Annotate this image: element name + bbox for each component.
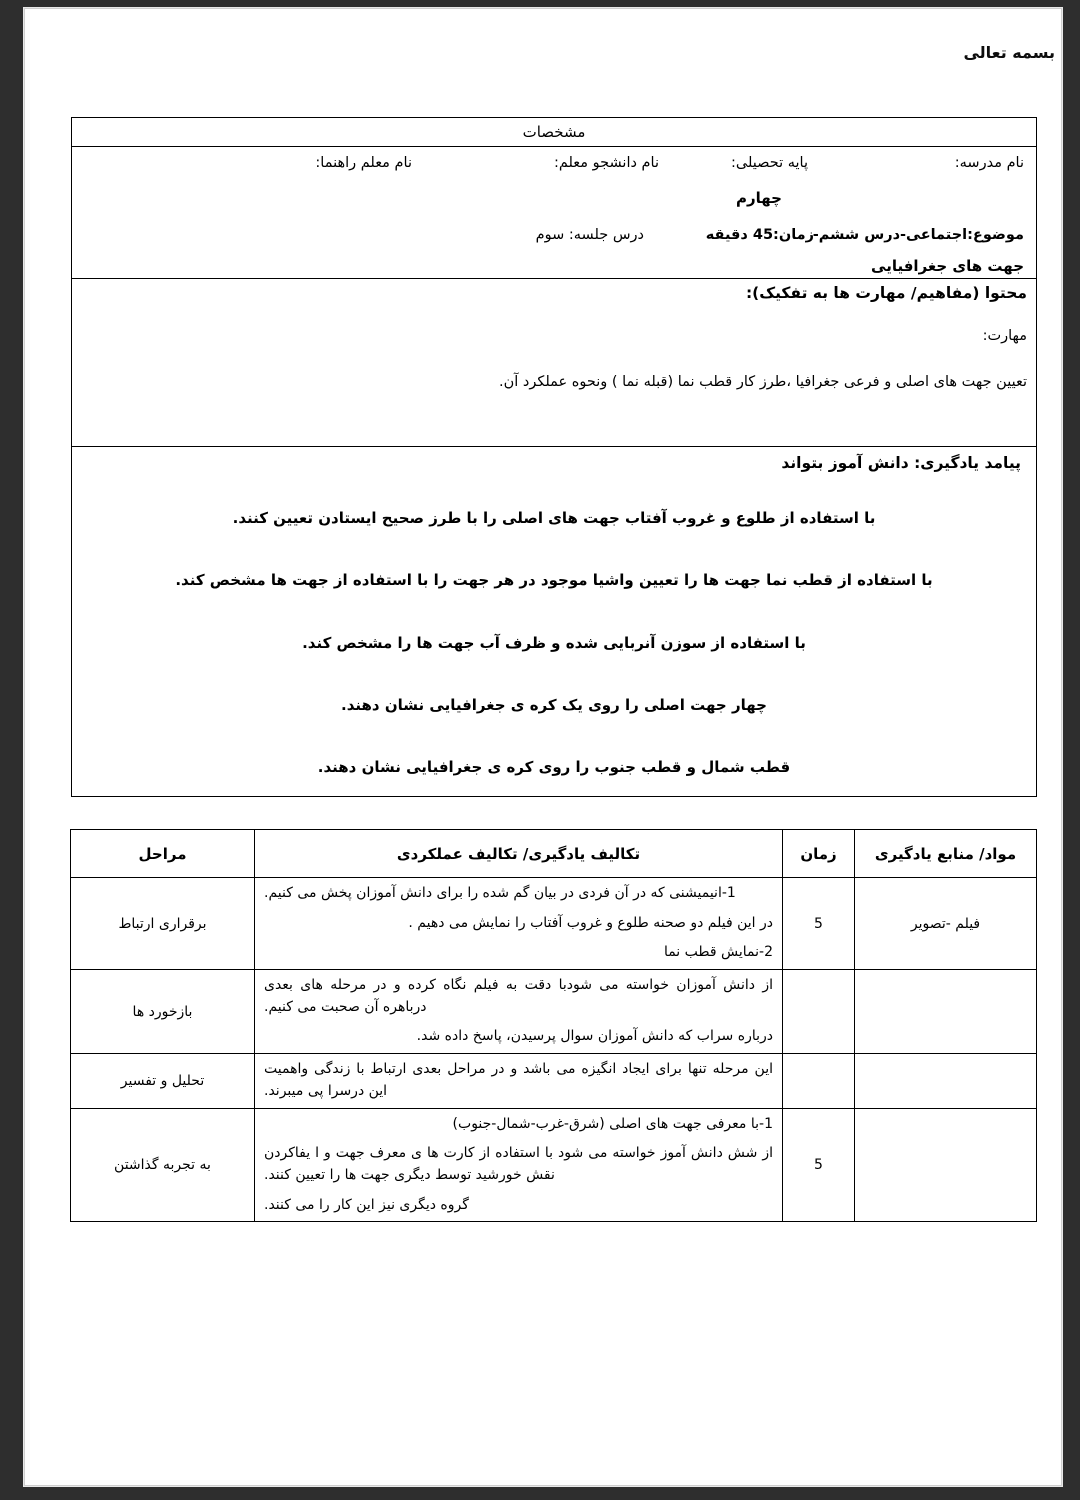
field-mentor-label: نام معلم راهنما: <box>315 155 412 171</box>
task-line: 1-با معرفی جهت های اصلی (شرق-غرب-شمال-جنوب) <box>452 1115 773 1132</box>
info-title-row <box>72 118 1037 147</box>
field-time-label: زمان:45 دقیقه <box>705 227 814 243</box>
info-table-title: مشخصات <box>72 118 1037 147</box>
table-row <box>71 1054 1037 1108</box>
cell-stage: برقراری ارتباط <box>71 878 255 970</box>
cell-tasks <box>255 970 783 1054</box>
content-cell <box>72 279 1037 447</box>
content-skill-label: مهارت: <box>982 328 1027 344</box>
table-row <box>71 970 1037 1054</box>
header-materials: مواد/ منابع یادگیری <box>855 830 1037 878</box>
cell-materials <box>855 1054 1037 1108</box>
cell-time: 5 <box>783 1108 855 1222</box>
field-session-label: درس جلسه: سوم <box>535 227 644 243</box>
cell-time <box>783 970 855 1054</box>
header-stage: مراحل <box>71 830 255 878</box>
outcomes-row <box>72 447 1037 797</box>
cell-stage: تحلیل و تفسیر <box>71 1054 255 1108</box>
field-grade-label: پایه تحصیلی: <box>731 155 808 171</box>
outcome-item: چهار جهت اصلی را روی یک کره ی جغرافیایی نشان دهند. <box>341 695 767 714</box>
outcome-item: با استفاده از طلوع و غروب آفتاب جهت های اصلی را با طرز صحیح ایستادن تعیین کنند. <box>232 509 876 527</box>
outcome-item: با استفاده از سوزن آنربایی شده و ظرف آب جهت ها را مشخص کند. <box>302 633 806 652</box>
table-row <box>71 1108 1037 1222</box>
cell-materials <box>855 1108 1037 1222</box>
field-school-label: نام مدرسه: <box>954 155 1024 171</box>
cell-materials: فیلم -تصویر <box>855 878 1037 970</box>
task-line: گروه دیگری نیز این کار را می کنند. <box>264 1196 469 1213</box>
content-skill-body: تعیین جهت های اصلی و فرعی جغرافیا ،طرز کار قطب نما (قبله نما ) ونحوه عملکرد آن. <box>498 374 1027 390</box>
cell-tasks <box>255 1108 783 1222</box>
content-row <box>72 279 1037 447</box>
field-subject-label: موضوع:اجتماعی-درس ششم- <box>812 227 1024 243</box>
outcome-item: با استفاده از قطب نما جهت ها را تعیین واشیا موجود در هر جهت را با استفاده از جهت ها مشخص کند. <box>175 571 933 590</box>
cell-materials <box>855 970 1037 1054</box>
stages-table <box>70 829 1037 1222</box>
bismillah-header: بسمه تعالی <box>963 43 1055 62</box>
table-row <box>71 878 1037 970</box>
cell-tasks <box>255 878 783 970</box>
header-time: زمان <box>783 830 855 878</box>
task-line: این مرحله تنها برای ایجاد انگیزه می باشد و در مراحل بعدی ارتباط با زندگی واهمیت این درسرا پی میبرند. <box>264 1061 773 1099</box>
field-subject-value: جهت های جغرافیایی <box>871 257 1024 275</box>
outcome-item: قطب شمال و قطب جنوب را روی کره ی جغرافیایی نشان دهند. <box>317 758 791 776</box>
cell-stage: بازخورد ها <box>71 970 255 1054</box>
header-tasks: تکالیف یادگیری/ تکالیف عملکردی <box>255 830 783 878</box>
content-heading: محتوا (مفاهیم/ مهارت ها به تفکیک): <box>745 284 1027 302</box>
task-line: 1-انیمیشنی که در آن فردی در بیان گم شده را برای دانش آموزان پخش می کنیم. <box>264 885 736 901</box>
cell-stage: به تجربه گذاشتن <box>71 1108 255 1222</box>
info-fields-row <box>72 147 1037 279</box>
cell-tasks <box>255 1054 783 1108</box>
info-fields-cell <box>72 147 1037 279</box>
task-line: درباره سراب که دانش آموزان سوال پرسیدن، پاسخ داده شد. <box>416 1028 773 1045</box>
task-line: در این فیلم دو صحنه طلوع و غروب آفتاب را نمایش می دهیم . <box>408 914 773 931</box>
page-content <box>25 9 1061 1485</box>
task-line: 2-نمایش قطب نما <box>663 944 773 961</box>
task-line: از شش دانش آموز خواسته می شود با استفاده از کارت ها ی معرف جهت و ا یفاکردن نقش خورشید توسط دیگری جهت ها را تعیین کنند. <box>264 1145 773 1183</box>
outcomes-cell <box>72 447 1037 797</box>
document-page <box>24 8 1062 1486</box>
task-line: از دانش آموزان خواسته می شودبا دقت به فیلم نگاه کرده و در مرحله های بعدی درباهره آن صحبت می کنیم. <box>264 977 773 1015</box>
info-table <box>71 117 1037 797</box>
cell-time <box>783 1054 855 1108</box>
stages-header-row <box>71 830 1037 878</box>
cell-time: 5 <box>783 878 855 970</box>
outcomes-heading: پیامد یادگیری: دانش آموز بتواند <box>781 454 1021 472</box>
field-grade-value: چهارم <box>736 189 782 207</box>
field-teacher-label: نام دانشجو معلم: <box>553 155 659 171</box>
